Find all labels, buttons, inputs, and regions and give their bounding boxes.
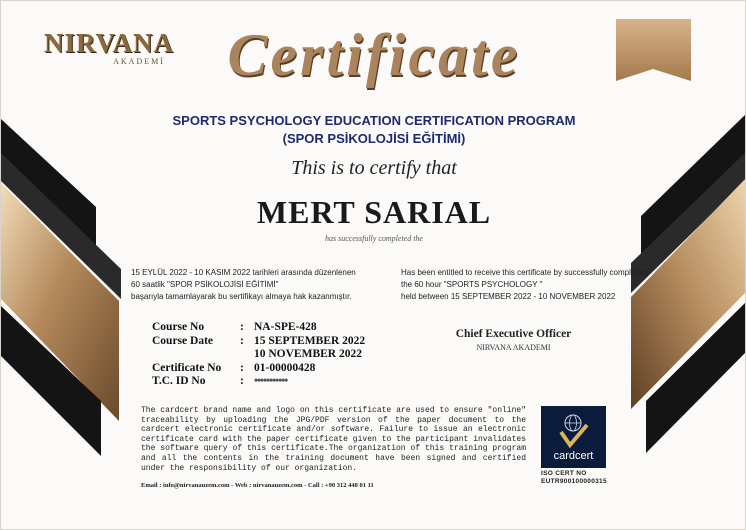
program-name-turkish: (SPOR PSİKOLOJİSİ EĞİTİMİ): [282, 131, 466, 146]
disclaimer-text: The cardcert brand name and logo on this certificate are used to ensure "online" traceability by uploading the JPG/PDF version of the paper document to the cardcert electronic certificate and/or software. Failure to issue an electronic certificate card with the paper certificate given to the participant invalidates the software query of this certificate.The organization of this training program and all the contents in the training document have been signed and certified under the responsibility of our organization.: [141, 406, 526, 473]
english-description: [401, 267, 648, 303]
completed-statement: has successfully completed the: [325, 234, 423, 243]
recipient-name: MERT SARIAL: [256, 194, 492, 230]
english-line-2: the 60 hour "SPORTS PSYCHOLOGY ": [401, 280, 543, 289]
turkish-line-1: 15 EYLÜL 2022 - 10 KASIM 2022 tarihleri arasında düzenlenen: [131, 268, 356, 277]
iso-cert-number: EUTR900100000315: [541, 478, 607, 485]
contact-info: Email : info@nirvanauzem.com - Web : nirvanauzem.com - Call : +90 312 448 01 11: [141, 482, 374, 489]
cardcert-badge: [541, 406, 606, 468]
logo-wordmark: NIRVANA: [43, 28, 175, 58]
signatory-block: [421, 328, 606, 352]
course-date-end: 10 NOVEMBER 2022: [254, 348, 362, 360]
certificate-title: Certificate: [227, 22, 521, 88]
turkish-line-3: başarıyla tamamlayarak bu sertifikayı almaya hak kazanmıştır.: [131, 292, 352, 301]
certificate-no-row: [152, 362, 365, 376]
colon: :: [240, 334, 244, 347]
course-date-start: 15 SEPTEMBER 2022: [254, 334, 366, 347]
certificate-no-label: Certificate No: [152, 361, 222, 374]
program-name: [1, 112, 746, 148]
globe-check-icon: [541, 406, 606, 450]
course-no-label: Course No: [152, 321, 205, 333]
logo-subtitle: AKADEMİ: [113, 57, 165, 66]
iso-cert-label: ISO CERT NO: [541, 470, 587, 477]
course-date-row: [152, 335, 365, 349]
course-details: [152, 321, 365, 389]
turkish-line-2: 60 saatlik "SPOR PSİKOLOJİSİ EĞİTİMİ": [131, 280, 279, 289]
badge-brand: cardcert: [553, 450, 594, 462]
colon: :: [240, 361, 244, 374]
program-name-english: SPORTS PSYCHOLOGY EDUCATION CERTIFICATION PROGRAM: [172, 113, 576, 128]
colon: :: [240, 375, 244, 387]
course-date-label: Course Date: [152, 334, 213, 347]
english-line-3: held between 15 SEPTEMBER 2022 - 10 NOVEMBER 2022: [401, 292, 616, 301]
signatory-organization: NIRVANA AKADEMI: [476, 343, 551, 352]
tc-id-value-redacted: •••••••••••: [254, 375, 288, 387]
course-date-end-row: [152, 348, 365, 362]
certify-statement: This is to certify that: [291, 157, 457, 179]
tc-id-label: T.C. ID No: [152, 375, 206, 387]
english-line-1: Has been entitled to receive this certificate by successfully completing: [401, 268, 649, 277]
certificate-no-value: 01-00000428: [254, 361, 316, 374]
tc-id-row: [152, 375, 365, 389]
signatory-title: Chief Executive Officer: [455, 328, 572, 340]
colon: :: [240, 321, 244, 333]
course-no-value: NA-SPE-428: [254, 321, 317, 333]
course-no-row: [152, 321, 365, 335]
turkish-description: [131, 267, 356, 303]
iso-cert-block: [541, 470, 607, 486]
